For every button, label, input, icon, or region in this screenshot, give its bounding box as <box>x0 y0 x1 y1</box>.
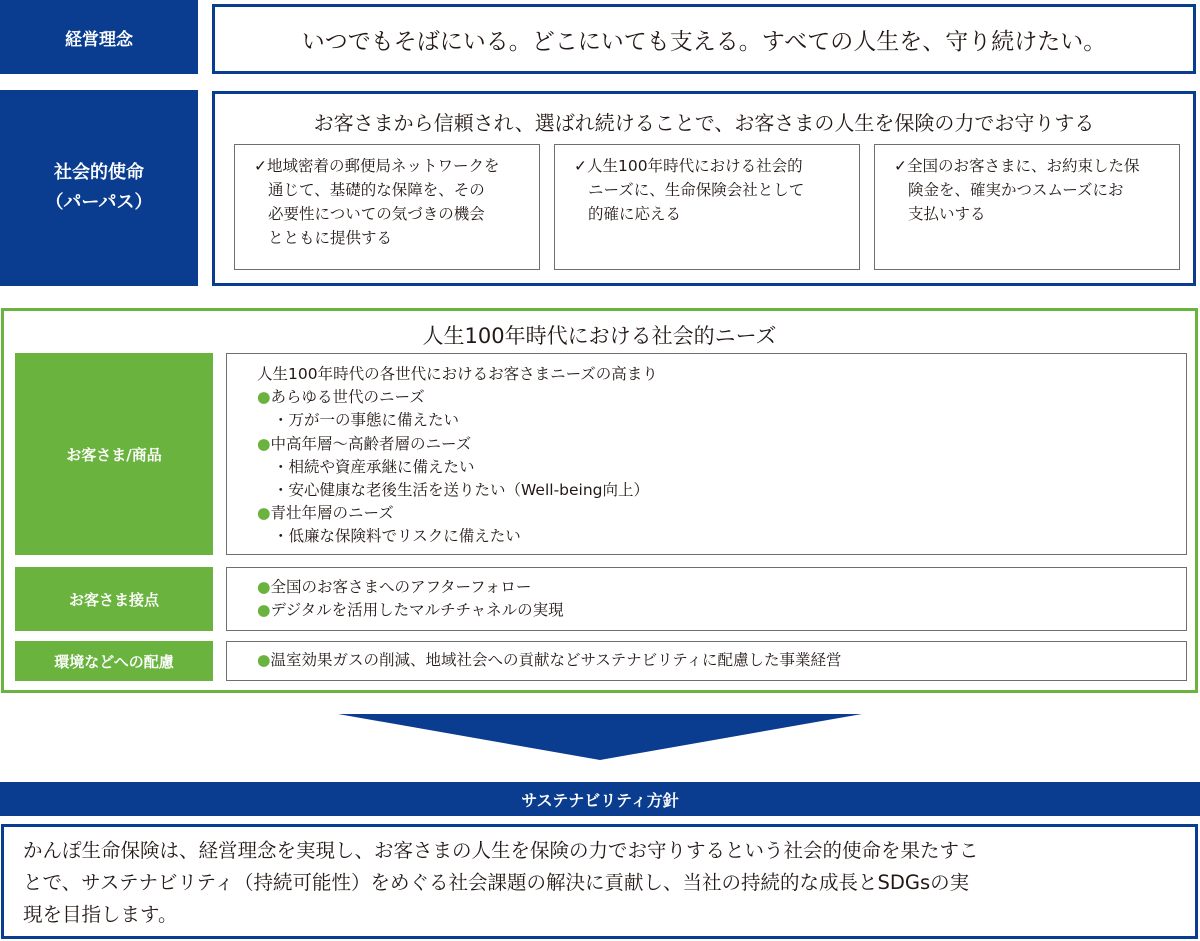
philosophy-box <box>212 4 1196 74</box>
check-icon: ✓ <box>254 157 267 175</box>
needs-title: 人生100年時代における社会的ニーズ <box>422 324 777 348</box>
environment-label: 環境などへの配慮 <box>15 641 213 681</box>
list-subitem: ・相続や資産承継に備えたい <box>273 457 475 476</box>
policy-box <box>1 824 1198 939</box>
purpose-box <box>212 91 1196 286</box>
list-subitem: ・万が一の事態に備えたい <box>273 411 460 430</box>
bullet-icon: ● <box>257 651 271 669</box>
contact-box <box>226 567 1187 631</box>
list-item: ●あらゆる世代のニーズ <box>257 388 425 407</box>
philosophy-text: いつでもそばにいる。どこにいても支える。すべての人生を、守り続けたい。 <box>301 28 1107 55</box>
customer-intro: 人生100年時代の各世代におけるお客さまニーズの高まり <box>257 365 658 383</box>
needs-frame <box>1 308 1198 693</box>
list-item: ●中高年層～高齢者層のニーズ <box>257 434 472 453</box>
check-icon: ✓ <box>894 157 907 175</box>
bullet-icon: ● <box>257 578 271 596</box>
customer-label: お客さま/商品 <box>15 353 213 555</box>
customer-box <box>226 353 1187 555</box>
purpose-item-2: ✓人生100年時代における社会的 ニーズに、生命保険会社として 的確に応える <box>554 144 860 270</box>
bullet-icon: ● <box>257 388 271 407</box>
policy-text-line: とで、サステナビリティ（持続可能性）をめぐる社会課題の解決に貢献し、当社の持続的な成長とSDGsの実 <box>23 871 970 894</box>
list-item: ●青壮年層のニーズ <box>257 504 394 523</box>
check-icon: ✓ <box>574 157 587 175</box>
list-item: ●デジタルを活用したマルチチャネルの実現 <box>257 601 564 619</box>
policy-label: サステナビリティ方針 <box>0 782 1200 816</box>
purpose-item-1: ✓地域密着の郵便局ネットワークを 通じて、基礎的な保障を、その 必要性についての気づきの機会 とともに提供する <box>234 144 540 270</box>
down-arrow-icon <box>338 714 862 760</box>
policy-text-line: かんぽ生命保険は、経営理念を実現し、お客さまの人生を保険の力でお守りするという社会的使命を果たすこ <box>23 839 979 862</box>
bullet-icon: ● <box>257 601 271 619</box>
bullet-icon: ● <box>257 434 271 453</box>
policy-text-line: 現を目指します。 <box>23 903 178 926</box>
list-subitem: ・安心健康な老後生活を送りたい（Well-being向上） <box>273 481 650 500</box>
purpose-headline: お客さまから信頼され、選ばれ続けることで、お客さまの人生を保険の力でお守りする <box>313 110 1095 135</box>
list-item: ●温室効果ガスの削減、地域社会への貢献などサステナビリティに配慮した事業経営 <box>257 651 842 669</box>
list-subitem: ・低廉な保険料でリスクに備えたい <box>273 527 521 546</box>
purpose-item-3: ✓全国のお客さまに、お約束した保 険金を、確実かつスムーズにお 支払いする <box>874 144 1180 270</box>
environment-box <box>226 641 1187 681</box>
bullet-icon: ● <box>257 504 271 523</box>
contact-label: お客さま接点 <box>15 567 213 631</box>
list-item: ●全国のお客さまへのアフターフォロー <box>257 578 532 596</box>
philosophy-label: 経営理念 <box>0 0 198 74</box>
purpose-label: 社会的使命 （パーパス） <box>0 90 198 286</box>
